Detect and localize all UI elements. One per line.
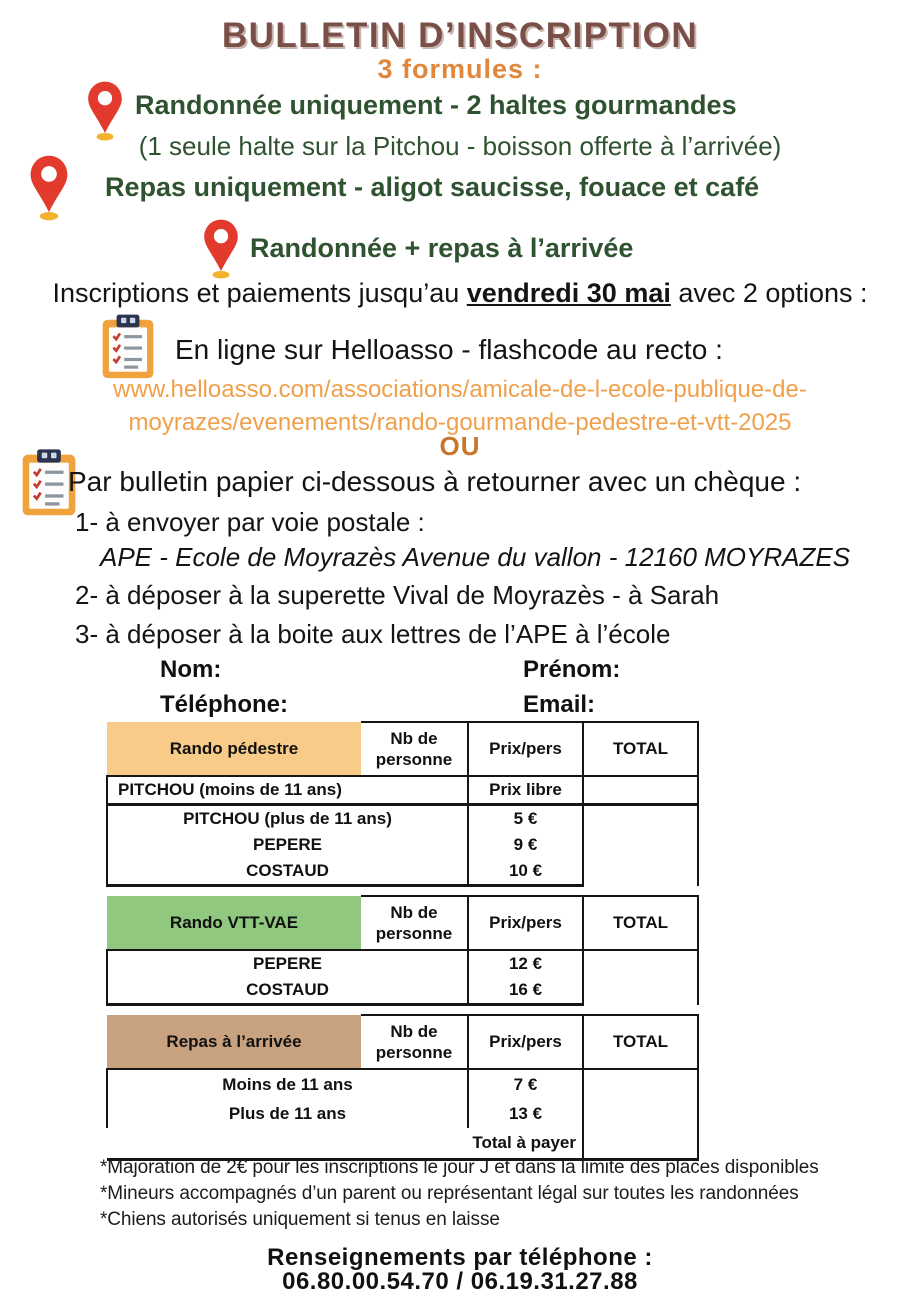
formule-rando-uniquement: Randonnée uniquement - 2 haltes gourmandes xyxy=(135,90,737,120)
row-label: Plus de 11 ans xyxy=(107,1099,468,1128)
pricing-table xyxy=(106,721,697,1169)
page-title: BULLETIN D’INSCRIPTION xyxy=(221,16,699,55)
footnote-chiens: *Chiens autorisés uniquement si tenus en laisse xyxy=(100,1209,500,1230)
contact-heading: Renseignements par téléphone : xyxy=(267,1244,653,1271)
table-row xyxy=(107,1069,698,1099)
table-section-rando-vtt-vae xyxy=(106,895,699,1006)
helloasso-url-line2: moyrazes/evenements/rando-gourmande-pedestre-et-vtt-2025 xyxy=(128,409,792,436)
row-label: COSTAUD xyxy=(107,977,468,1005)
footnote-mineurs: *Mineurs accompagnés d’un parent ou représentant légal sur toutes les randonnées xyxy=(100,1183,799,1204)
col-header-nb-personne: Nb de personne xyxy=(361,722,468,776)
row-total-cell xyxy=(583,776,698,805)
paper-step-3: 3- à déposer à la boite aux lettres de l’APE à l’école xyxy=(75,619,671,649)
col-header-nb-personne: Nb de personne xyxy=(361,1015,468,1069)
deadline-line xyxy=(0,278,920,309)
col-header-total: TOTAL xyxy=(583,896,698,950)
deadline-date: vendredi 30 mai xyxy=(466,278,671,308)
section-header-rando-vtt-vae: Rando VTT-VAE xyxy=(107,896,361,950)
formule-rando-repas: Randonnée + repas à l’arrivée xyxy=(250,233,634,263)
formule-repas-uniquement: Repas uniquement - aligot saucisse, fouace et café xyxy=(105,172,760,202)
location-pin-icon xyxy=(26,153,72,223)
col-header-prix-pers: Prix/pers xyxy=(468,896,583,950)
row-price: 5 € xyxy=(468,805,583,833)
row-price: Prix libre xyxy=(468,776,583,805)
section-header-repas: Repas à l’arrivée xyxy=(107,1015,361,1069)
row-label: PITCHOU (plus de 11 ans) xyxy=(107,805,468,833)
paper-option-label: Par bulletin papier ci-dessous à retourner avec un chèque : xyxy=(68,466,802,497)
row-price: 13 € xyxy=(468,1099,583,1128)
email-label: Email: xyxy=(523,691,596,718)
location-pin-icon xyxy=(200,216,242,282)
clipboard-icon xyxy=(100,314,156,380)
row-label: PEPERE xyxy=(107,832,468,858)
or-separator: OU xyxy=(439,431,481,461)
postal-address: APE - Ecole de Moyrazès Avenue du vallon - 12160 MOYRAZES xyxy=(100,542,851,572)
page-subtitle: 3 formules : xyxy=(377,54,543,84)
deadline-prefix: Inscriptions et paiements jusqu’au xyxy=(52,278,467,308)
col-header-total: TOTAL xyxy=(583,722,698,776)
section-header-rando-pedestre: Rando pédestre xyxy=(107,722,361,776)
table-row xyxy=(107,950,698,977)
row-price: 16 € xyxy=(468,977,583,1005)
row-price: 7 € xyxy=(468,1069,583,1099)
helloasso-url-line1: www.helloasso.com/associations/amicale-de-l-ecole-publique-de- xyxy=(113,376,807,403)
col-header-nb-personne: Nb de personne xyxy=(361,896,468,950)
row-total-cell xyxy=(583,950,698,1005)
row-total-cell xyxy=(583,805,698,886)
col-header-prix-pers: Prix/pers xyxy=(468,1015,583,1069)
prenom-label: Prénom: xyxy=(523,656,621,683)
table-section-repas xyxy=(106,1014,699,1161)
row-price: 12 € xyxy=(468,950,583,977)
row-label: PITCHOU (moins de 11 ans) xyxy=(107,776,468,805)
paper-step-1: 1- à envoyer par voie postale : xyxy=(75,507,425,537)
total-a-payer-label: Total à payer xyxy=(107,1128,583,1160)
table-row xyxy=(107,776,698,805)
row-total-cell xyxy=(583,1069,698,1128)
col-header-prix-pers: Prix/pers xyxy=(468,722,583,776)
table-row xyxy=(107,805,698,833)
row-label: Moins de 11 ans xyxy=(107,1069,468,1099)
deadline-suffix: avec 2 options : xyxy=(670,278,868,308)
nom-label: Nom: xyxy=(160,656,222,683)
row-price: 10 € xyxy=(468,858,583,886)
row-price: 9 € xyxy=(468,832,583,858)
contact-phone-numbers: 06.80.00.54.70 / 06.19.31.27.88 xyxy=(282,1268,638,1295)
row-label: COSTAUD xyxy=(107,858,468,886)
formule-rando-note: (1 seule halte sur la Pitchou - boisson offerte à l’arrivée) xyxy=(138,131,782,161)
row-label: PEPERE xyxy=(107,950,468,977)
online-option-label: En ligne sur Helloasso - flashcode au recto : xyxy=(175,334,723,365)
table-section-rando-pedestre xyxy=(106,721,699,887)
paper-step-2: 2- à déposer à la superette Vival de Moyrazès - à Sarah xyxy=(75,580,720,610)
telephone-label: Téléphone: xyxy=(160,691,289,718)
col-header-total: TOTAL xyxy=(583,1015,698,1069)
footnote-majoration: *Majoration de 2€ pour les inscriptions le jour J et dans la limite des places disponibles xyxy=(100,1157,819,1178)
